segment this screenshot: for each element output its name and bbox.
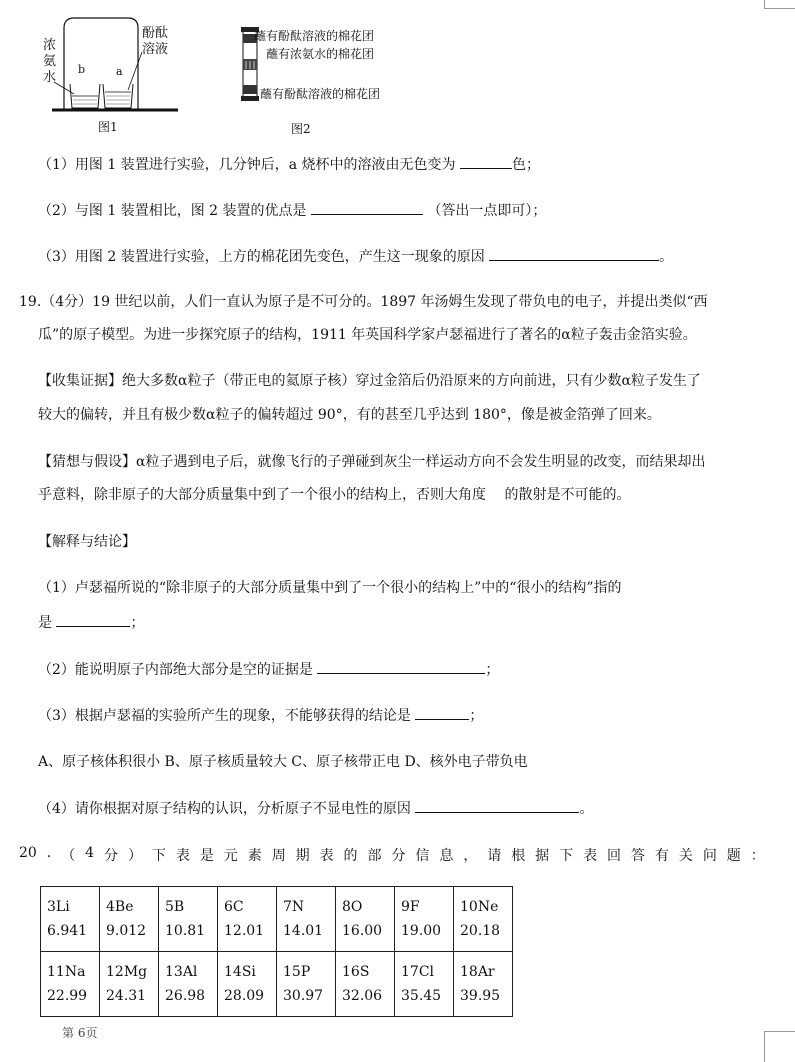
q20-intro-char: 的 bbox=[343, 848, 358, 864]
element-atomic-mass: 26.98 bbox=[165, 988, 206, 1004]
q19-subquestion-1-blank[interactable] bbox=[56, 612, 130, 627]
element-atomic-mass: 24.31 bbox=[106, 988, 147, 1004]
q19-hypothesis-line-2: 乎意料，除非原子的大部分质量集中到了一个很小的结构上，否则大角度 的散射是不可能的。 bbox=[38, 487, 631, 503]
q20-intro-char: 信 bbox=[415, 848, 430, 864]
q19-subquestion-2-blank[interactable] bbox=[317, 659, 485, 674]
q20-intro-char: ： bbox=[750, 848, 765, 864]
element-cell bbox=[454, 887, 513, 952]
q20-intro-char: 息 bbox=[439, 848, 454, 864]
periodic-table-row bbox=[41, 952, 513, 1017]
q19-subquestion-1-suffix: ； bbox=[130, 615, 145, 631]
element-cell bbox=[277, 887, 336, 952]
element-symbol: 11Na bbox=[47, 964, 86, 980]
page-number: 第 6页 bbox=[62, 1026, 98, 1040]
figure-1-beaker-a-label: a bbox=[116, 65, 123, 78]
figure-1-caption: 图1 bbox=[98, 120, 118, 134]
figure-1-label-phenolphthalein-2: 溶液 bbox=[142, 42, 169, 57]
figure-1-beaker-b-label: b bbox=[78, 63, 86, 76]
element-atomic-mass: 32.06 bbox=[342, 988, 383, 1004]
q18-part-1-blank[interactable] bbox=[460, 154, 512, 169]
element-cell bbox=[277, 952, 336, 1017]
figure-2-label-middle: 蘸有浓氨水的棉花团 bbox=[266, 47, 375, 61]
q20-intro-char: 分 bbox=[391, 848, 406, 864]
element-cell bbox=[218, 952, 277, 1017]
page-corner-mark-bottom bbox=[764, 1031, 795, 1062]
element-atomic-mass: 22.99 bbox=[47, 988, 88, 1004]
q20-intro-char: 表 bbox=[175, 848, 190, 864]
q18-part-2-suffix: （答出一点即可）； bbox=[427, 203, 547, 219]
figure-1-label-ammonia-1: 浓 bbox=[43, 38, 57, 53]
q19-subquestion-1-prefix: 是 bbox=[38, 615, 52, 631]
q20-intro-char: ） bbox=[127, 848, 142, 864]
q19-subquestion-3-suffix: ； bbox=[469, 708, 484, 724]
q20-intro-char: 有 bbox=[654, 848, 669, 864]
q18-part-3-suffix: 。 bbox=[659, 249, 674, 265]
element-cell bbox=[41, 887, 100, 952]
q20-intro-char: 元 bbox=[223, 848, 238, 864]
figure-1-label-ammonia-2: 氨 bbox=[43, 54, 57, 69]
element-cell bbox=[336, 887, 395, 952]
element-symbol: 18Ar bbox=[460, 964, 495, 980]
q19-subquestion-4-blank[interactable] bbox=[415, 798, 579, 813]
q18-part-2-blank[interactable] bbox=[311, 200, 423, 215]
element-atomic-mass: 20.18 bbox=[460, 923, 501, 939]
element-cell bbox=[41, 952, 100, 1017]
periodic-table-row bbox=[41, 887, 513, 952]
q19-intro-line-2: 瓜”的原子模型。为进一步探究原子的结构，1911 年英国科学家卢瑟福进行了著名的α粒子轰击金箔实验。 bbox=[38, 327, 697, 343]
q20-intro-char: 据 bbox=[535, 848, 550, 864]
element-cell bbox=[218, 887, 277, 952]
q20-intro-char: . bbox=[46, 845, 52, 861]
q19-subquestion-1-line-1: （1）卢瑟福所说的“除非原子的大部分质量集中到了一个很小的结构上”中的“很小的结构”指的 bbox=[38, 580, 622, 596]
element-cell bbox=[100, 887, 159, 952]
q20-intro-char: 题 bbox=[726, 848, 741, 864]
q18-part-3 bbox=[38, 246, 673, 267]
q20-intro-char: 问 bbox=[702, 848, 717, 864]
q20-intro-char: 下 bbox=[151, 848, 166, 864]
q20-intro-char: 周 bbox=[271, 848, 286, 864]
figure-1-label-ammonia-3: 水 bbox=[43, 70, 57, 85]
periodic-table-excerpt bbox=[40, 886, 513, 1017]
element-cell bbox=[336, 952, 395, 1017]
figure-2-label-bottom: 蘸有酚酞溶液的棉花团 bbox=[260, 87, 381, 101]
q18-part-2-text: （2）与图 1 装置相比，图 2 装置的优点是 bbox=[38, 203, 307, 219]
element-cell bbox=[100, 952, 159, 1017]
q20-intro-char: 请 bbox=[487, 848, 502, 864]
element-atomic-mass: 30.97 bbox=[283, 988, 324, 1004]
q18-part-1-suffix: 色； bbox=[511, 157, 540, 173]
q20-intro-char: 4 bbox=[85, 845, 95, 861]
element-symbol: 15P bbox=[283, 964, 311, 980]
q19-subquestion-4-suffix: 。 bbox=[579, 801, 594, 817]
q19-subquestion-4 bbox=[38, 798, 593, 819]
figure-1-label-phenolphthalein-1: 酚酞 bbox=[142, 26, 169, 41]
q19-subquestion-2-text: （2）能说明原子内部绝大部分是空的证据是 bbox=[38, 662, 313, 678]
q20-intro-char: 期 bbox=[295, 848, 310, 864]
q19-subquestion-3-blank[interactable] bbox=[415, 705, 469, 720]
q18-part-2 bbox=[38, 200, 546, 221]
q19-subquestion-3-text: （3）根据卢瑟福的实验所产生的现象，不能够获得的结论是 bbox=[38, 708, 411, 724]
element-symbol: 8O bbox=[342, 899, 363, 915]
q19-subquestion-2 bbox=[38, 659, 499, 680]
element-symbol: 12Mg bbox=[106, 964, 148, 980]
element-symbol: 17Cl bbox=[401, 964, 435, 980]
q19-evidence-line-2: 较大的偏转，并且有极少数α粒子的偏转超过 90°，有的甚至几乎达到 180°，像是被金箔弹了回来。 bbox=[38, 407, 661, 423]
element-cell bbox=[159, 952, 218, 1017]
q19-subquestion-2-suffix: ； bbox=[485, 662, 500, 678]
element-symbol: 13Al bbox=[165, 964, 198, 980]
q19-intro-line-1: 19.（4分）19 世纪以前，人们一直认为原子是不可分的。1897 年汤姆生发现了带负电的电子，并提出类似“西 bbox=[19, 294, 708, 310]
element-atomic-mass: 19.00 bbox=[401, 923, 442, 939]
element-symbol: 5B bbox=[165, 899, 185, 915]
q19-options: A、原子核体积很小 B、原子核质量较大 C、原子核带正电 D、核外电子带负电 bbox=[38, 754, 528, 770]
element-cell bbox=[454, 952, 513, 1017]
element-symbol: 6C bbox=[224, 899, 244, 915]
q20-intro-char: 根 bbox=[511, 848, 526, 864]
q20-intro-char: 表 bbox=[319, 848, 334, 864]
page-corner-mark-top bbox=[764, 0, 795, 9]
element-symbol: 14Si bbox=[224, 964, 256, 980]
element-symbol: 4Be bbox=[106, 899, 134, 915]
q19-subquestion-1-line-2 bbox=[38, 612, 144, 633]
figure-2-label-top: 蘸有酚酞溶液的棉花团 bbox=[254, 29, 375, 43]
q20-intro-char: 素 bbox=[247, 848, 262, 864]
element-symbol: 10Ne bbox=[460, 899, 499, 915]
element-atomic-mass: 28.09 bbox=[224, 988, 265, 1004]
element-atomic-mass: 39.95 bbox=[460, 988, 501, 1004]
element-atomic-mass: 9.012 bbox=[106, 923, 147, 939]
q18-part-1 bbox=[38, 154, 540, 175]
q20-intro-char: 下 bbox=[559, 848, 574, 864]
q19-subquestion-3 bbox=[38, 705, 483, 726]
q20-intro bbox=[19, 845, 765, 865]
q20-intro-char: 20 bbox=[19, 845, 37, 861]
element-symbol: 16S bbox=[342, 964, 370, 980]
q20-intro-char: ， bbox=[463, 848, 478, 864]
figure-2 bbox=[232, 25, 412, 135]
q20-intro-char: 部 bbox=[367, 848, 382, 864]
q20-intro-char: 分 bbox=[104, 848, 119, 864]
q19-subquestion-4-text: （4）请你根据对原子结构的认识，分析原子不显电性的原因 bbox=[38, 801, 411, 817]
q18-part-3-blank[interactable] bbox=[489, 246, 659, 261]
q19-hypothesis-line-1: 【猜想与假设】α粒子遇到电子后，就像飞行的子弹碰到灰尘一样运动方向不会发生明显的改变，而结果却出 bbox=[38, 454, 706, 470]
figure-2-caption: 图2 bbox=[291, 122, 311, 136]
q20-intro-char: 是 bbox=[199, 848, 214, 864]
element-atomic-mass: 10.81 bbox=[165, 923, 206, 939]
q20-intro-char: 表 bbox=[583, 848, 598, 864]
element-atomic-mass: 12.01 bbox=[224, 923, 265, 939]
element-atomic-mass: 35.45 bbox=[401, 988, 442, 1004]
q19-evidence-line-1: 【收集证据】绝大多数α粒子（带正电的氦原子核）穿过金箔后仍沿原来的方向前进，只有少数α粒子发生了 bbox=[38, 373, 701, 389]
q18-part-3-text: （3）用图 2 装置进行实验，上方的棉花团先变色，产生这一现象的原因 bbox=[38, 249, 485, 265]
q19-conclusion-heading: 【解释与结论】 bbox=[38, 534, 136, 550]
element-symbol: 9F bbox=[401, 899, 420, 915]
element-symbol: 3Li bbox=[47, 899, 70, 915]
element-atomic-mass: 14.01 bbox=[283, 923, 324, 939]
element-cell bbox=[395, 952, 454, 1017]
q20-intro-char: （ bbox=[61, 848, 76, 864]
element-symbol: 7N bbox=[283, 899, 305, 915]
q20-intro-char: 回 bbox=[607, 848, 622, 864]
element-atomic-mass: 6.941 bbox=[47, 923, 88, 939]
element-cell bbox=[395, 887, 454, 952]
element-atomic-mass: 16.00 bbox=[342, 923, 383, 939]
element-cell bbox=[159, 887, 218, 952]
figure-1 bbox=[40, 10, 190, 135]
q18-part-1-text: （1）用图 1 装置进行实验，几分钟后，a 烧杯中的溶液由无色变为 bbox=[38, 157, 456, 173]
q20-intro-char: 关 bbox=[678, 848, 693, 864]
q20-intro-char: 答 bbox=[630, 848, 645, 864]
